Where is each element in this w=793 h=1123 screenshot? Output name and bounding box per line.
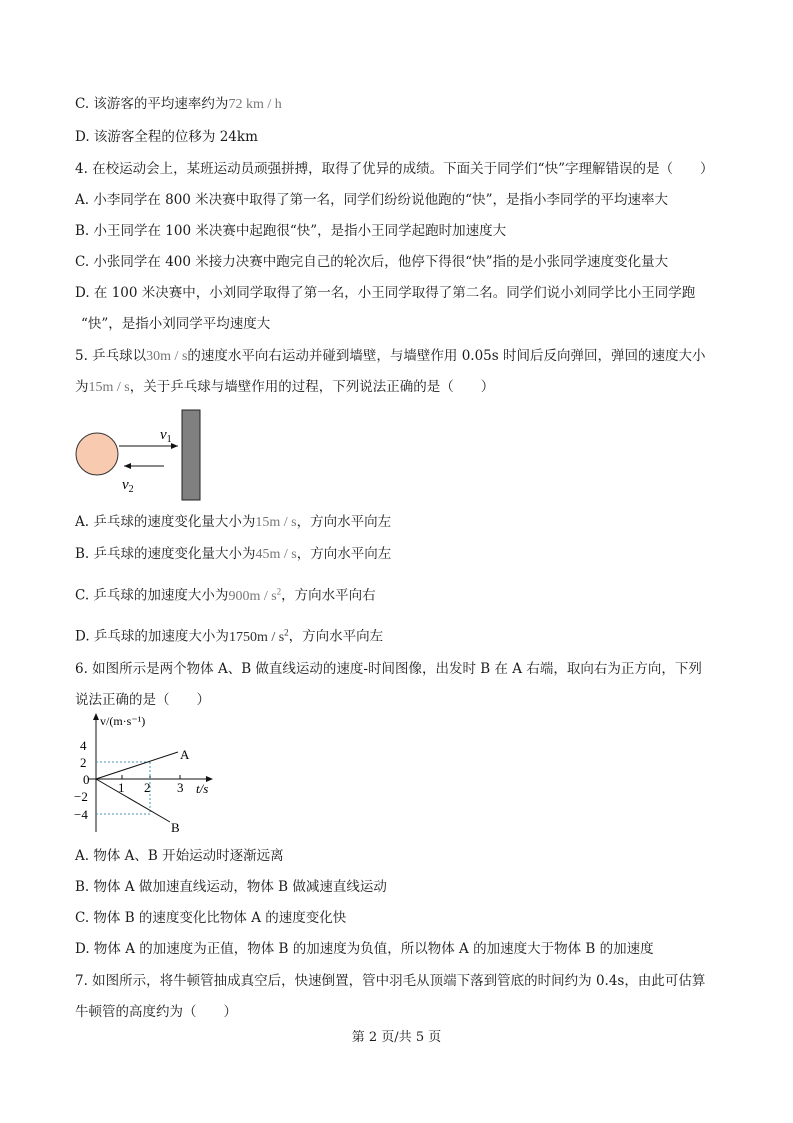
xtick-1: 1 (118, 780, 125, 795)
vt-graph (70, 710, 230, 838)
question-5-line1: 5. 乒乓球以30m / s的速度水平向右运动并碰到墙壁，与墙壁作用 0.05s 时间后反向弹回，弹回的速度大小 (75, 348, 706, 364)
question-6-line2: 说法正确的是（ ） (75, 692, 210, 708)
option-4d-cont: “快”，是指小刘同学平均速度大 (81, 316, 271, 332)
option-4d: D. 在 100 米决赛中，小刘同学取得了第一名，小王同学取得了第二名。同学们说小刘同学比小王同学跑 (75, 285, 696, 301)
ytick-4: 4 (80, 738, 87, 753)
xtick-2: 2 (144, 780, 151, 795)
option-6c: C. 物体 B 的速度变化比物体 A 的速度变化快 (75, 910, 347, 926)
option-4c: C. 小张同学在 400 米接力决赛中跑完自己的轮次后，他停下得很“快”指的是小张同学速度变化量大 (75, 254, 669, 270)
y-axis-label: v/(m·s⁻¹) (100, 714, 146, 728)
ytick-neg2: −2 (74, 789, 88, 804)
label-b: B (171, 820, 180, 835)
line-b (96, 779, 170, 822)
option-5d: D. 乒乓球的加速度大小为$1750m / s^2$，方向水平向左 (75, 627, 384, 645)
question-7-line2: 牛顿管的高度约为（ ） (75, 1004, 237, 1020)
v1-label: $v_1$ (160, 427, 172, 445)
x-axis-label: t/s (196, 781, 209, 796)
v2-label: $v_2$ (122, 477, 134, 495)
question-5-line2: 为15m / s，关于乒乓球与墙壁作用的过程，下列说法正确的是（ ） (75, 379, 495, 395)
option-3d: D. 该游客全程的位移为 24km (75, 129, 258, 145)
option-6d: D. 物体 A 的加速度为正值，物体 B 的加速度为负值，所以物体 A 的加速度大于物体 B 的加速度 (75, 941, 654, 957)
option-5b: B. 乒乓球的速度变化量大小为45m / s，方向水平向左 (75, 546, 392, 562)
label-a: A (180, 747, 190, 762)
ytick-2: 2 (80, 755, 87, 770)
question-6-line1: 6. 如图所示是两个物体 A、B 做直线运动的速度-时间图像，出发时 B 在 A 右端，取向右为正方向，下列 (75, 661, 702, 677)
ping-pong-ball (76, 433, 118, 475)
option-5a: A. 乒乓球的速度变化量大小为15m / s，方向水平向左 (75, 514, 392, 530)
line-a (96, 752, 178, 779)
question-4: 4. 在校运动会上，某班运动员顽强拼搏，取得了优异的成绩。下面关于同学们“快”字理解错误的是（ ） (75, 161, 714, 177)
option-6a: A. 物体 A、B 开始运动时逐渐远离 (75, 848, 284, 864)
option-4b: B. 小王同学在 100 米决赛中起跑很“快”，是指小王同学起跑时加速度大 (75, 223, 507, 239)
xtick-3: 3 (177, 780, 184, 795)
ytick-neg4: −4 (74, 807, 88, 822)
option-4a: A. 小李同学在 800 米决赛中取得了第一名，同学们纷纷说他跑的“快”，是指小李同学的平均速率大 (75, 192, 668, 208)
wall (182, 410, 200, 500)
option-3c: C. 该游客的平均速率约为72 km / h (75, 96, 282, 112)
ball-wall-figure (72, 404, 212, 502)
page-footer: 第 2 页/共 5 页 (351, 1030, 442, 1045)
option-5c: C. 乒乓球的加速度大小为$900m / s^2$，方向水平向右 (75, 586, 376, 604)
ytick-0: 0 (83, 772, 90, 787)
option-6b: B. 物体 A 做加速直线运动，物体 B 做减速直线运动 (75, 879, 387, 895)
question-7-line1: 7. 如图所示，将牛顿管抽成真空后，快速倒置，管中羽毛从顶端下落到管底的时间约为 0.4s，由此可估算 (75, 973, 706, 989)
math-72kmh: 72 km / h (228, 97, 282, 112)
